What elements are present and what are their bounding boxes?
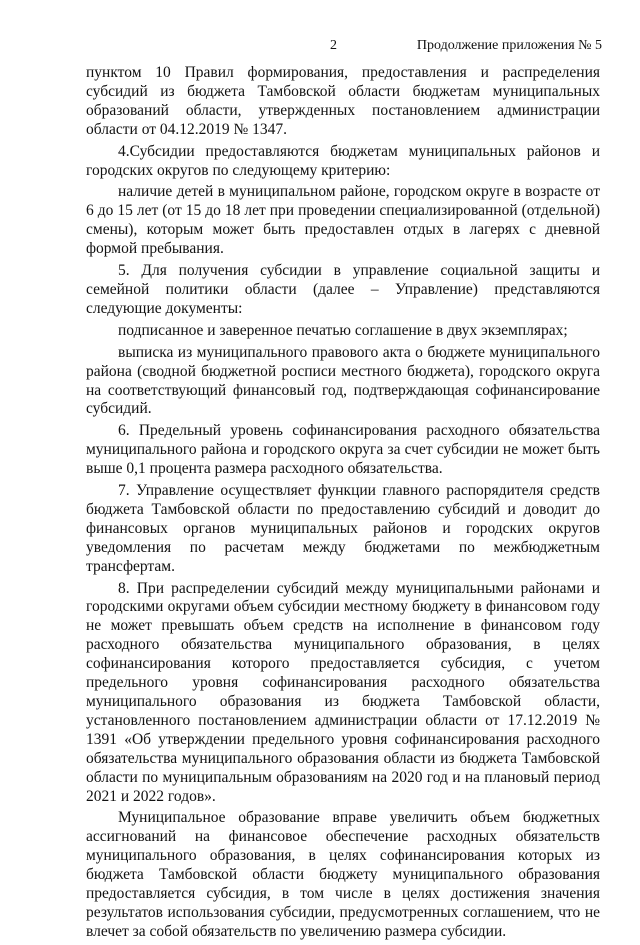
page-number: 2 xyxy=(330,38,337,53)
paragraph-item-8: 8. При распределении субсидий между муниципальными районами и городскими округами объем субсидии местному бюджету в финансовом году не может превышать объем средств на исполнение в финансовом году расходного обязательства муниципального образования, в целях софинансирования которого предоставляется субсидия, с учетом предельного уровня софинансирования расходного обязательства муниципального образования из бюджета Тамбовской области, установленного постановлением администрации области от 17.12.2019 № 1391 «Об утверждении предельного уровня софинансирования расходного обязательства муниципального образования области из бюджета Тамбовской области по муниципальным образованиям на 2020 год и на плановый период 2021 и 2022 годов». xyxy=(86,579,600,805)
paragraph-item-5: 5. Для получения субсидии в управление социальной защиты и семейной политики области (далее – Управление) представляются следующие документы: xyxy=(86,262,600,317)
page-header xyxy=(0,38,640,58)
paragraph-continuation: пунктом 10 Правил формирования, предоставления и распределения субсидий из бюджета Тамбовской области бюджетам муниципальных образований области, утвержденных постановлением администрации области от 04.12.2019 № 1347. xyxy=(86,64,600,138)
paragraph-document-agreement: подписанное и заверенное печатью соглашение в двух экземплярах; xyxy=(118,321,568,339)
paragraph-item-4: 4.Субсидии предоставляются бюджетам муниципальных районов и городских округов по следующему критерию: xyxy=(86,142,600,179)
paragraph-document-extract: выписка из муниципального правового акта о бюджете муниципального района (сводной бюджетной росписи местного бюджета), городского округа на соответствующий финансовый год, подтверждающая софинансирование субсидий. xyxy=(86,343,600,418)
paragraph-final: Муниципальное образование вправе увеличить объем бюджетных ассигнований на финансовое обеспечение расходных обязательств муниципального образования, в целях софинансирования которых из бюджета Тамбовской области бюджету муниципального образования предоставляется субсидия, в том числе в целях достижения значения результатов использования субсидии, предусмотренных соглашением, что не влечет за собой обязательств по увеличению размера субсидии. xyxy=(86,809,600,940)
paragraph-item-7: 7. Управление осуществляет функции главного распорядителя средств бюджета Тамбовской области по предоставлению субсидий и доводит до финансовых органов муниципальных районов и городских округов уведомления по расчетам между бюджетами по межбюджетным трансфертам. xyxy=(86,482,600,575)
document-body xyxy=(86,64,600,945)
appendix-continuation-note: Продолжение приложения № 5 xyxy=(416,38,602,53)
paragraph-item-6: 6. Предельный уровень софинансирования расходного обязательства муниципального района и городского округа за счет субсидии не может быть выше 0,1 процента размера расходного обязательства. xyxy=(86,422,600,478)
paragraph-criterion: наличие детей в муниципальном районе, городском округе в возрасте от 6 до 15 лет (от 15 до 18 лет при проведении специализированной (отдельной) смены), которым может быть предоставлен отдых в лагерях с дневной формой пребывания. xyxy=(86,183,600,258)
